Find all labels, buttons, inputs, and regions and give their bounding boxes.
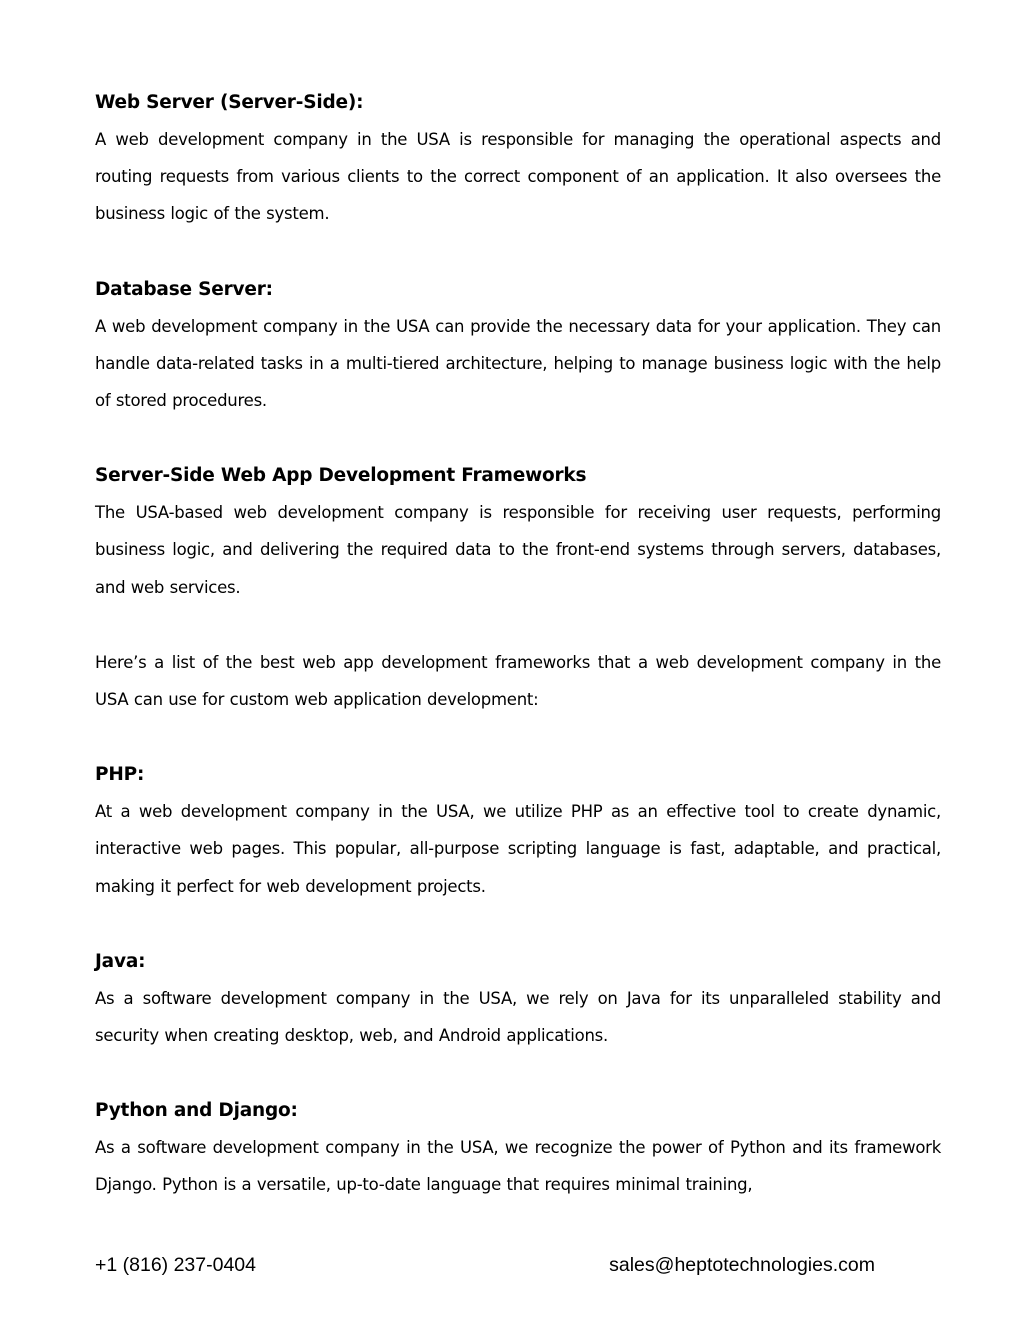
framework-paragraph: As a software development company in the USA, we recognize the power of Python and its framework Django. Python is a versatile, up-to-date language that requires minimal training, [95, 1138, 941, 1195]
framework-heading: Java: [95, 950, 146, 972]
section-paragraph: A web development company in the USA can provide the necessary data for your application. They can handle data-related tasks in a multi-tiered architecture, helping to manage business logic with the help of stored procedures. [95, 316, 941, 411]
section-heading: Database Server: [95, 278, 273, 300]
framework-java [95, 943, 941, 1054]
section-database-server [95, 271, 941, 420]
framework-paragraph: As a software development company in the USA, we rely on Java for its unparalleled stability and security when creating desktop, web, and Android applications. [95, 988, 941, 1046]
section-heading: Server-Side Web App Development Frameworks [95, 465, 587, 487]
section-paragraph: A web development company in the USA is responsible for managing the operational aspects and routing requests from various clients to the correct component of an application. It also oversees the business logic of the system. [95, 130, 941, 224]
framework-heading: Python and Django: [95, 1100, 298, 1122]
section-paragraph: The USA-based web development company is responsible for receiving user requests, performing business logic, and delivering the required data to the front-end systems through servers, databases, and web services. [95, 503, 941, 597]
footer-phone: +1 (816) 237-0404 [95, 1254, 256, 1276]
intro-section [95, 644, 941, 718]
section-heading: Web Server (Server-Side): [95, 92, 364, 113]
framework-php [95, 756, 941, 905]
framework-python-django [95, 1092, 941, 1203]
section-web-server [95, 84, 941, 233]
framework-heading: PHP: [95, 764, 145, 786]
section-frameworks [95, 457, 941, 606]
framework-paragraph: At a web development company in the USA, we utilize PHP as an effective tool to create dynamic, interactive web pages. This popular, all-purpose scripting language is fast, adaptable, and practical, making it perfect for web development projects. [95, 802, 941, 896]
intro-paragraph: Here’s a list of the best web app development frameworks that a web development company in the USA can use for custom web application development: [95, 652, 941, 710]
footer-email: sales@heptotechnologies.com [609, 1254, 875, 1276]
document-body [95, 84, 941, 1204]
